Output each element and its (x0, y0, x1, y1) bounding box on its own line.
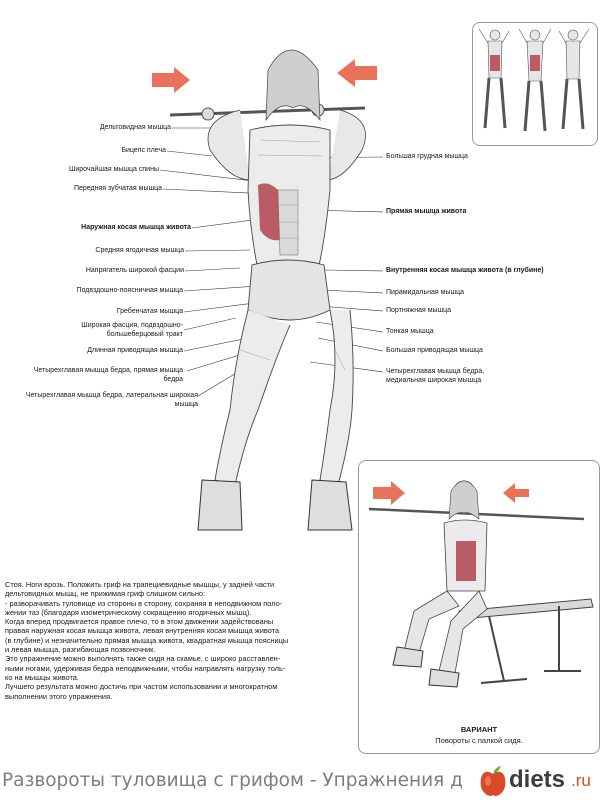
page-title: Развороты туловища с грифом - Упражнения д (2, 770, 463, 791)
description-line: Это упражнение можно выполнять также сидя на скамье, с широко расставлен- (5, 654, 281, 664)
label-serratus: Передняя зубчатая мышца (73, 185, 162, 192)
description-line: и левая мышца, разгибающая позвоночник. (5, 645, 156, 655)
description-line: Лучшего результата можно достичь при частом использовании и многократном (5, 682, 278, 692)
description-line: ко на мышцы живота. (5, 672, 79, 682)
description-line: Стоя. Ноги врозь. Положить гриф на трапециевидные мышцы, у задней части (5, 580, 275, 589)
description-line: выполнении этого упражнения. (5, 691, 113, 701)
variant-subtitle: Повороты с палкой сидя. (435, 736, 523, 745)
description-line: дельтовидных мышц, не прижимая гриф слишком сильно: (5, 589, 206, 599)
description-line: правая наружная косая мышца живота, левая внутренняя косая мышца живота (5, 626, 280, 636)
site-logo[interactable] (478, 762, 602, 800)
three-figures-illustration (473, 23, 597, 145)
logo-domain: diets (509, 766, 566, 793)
label-fascia-lata: Широкая фасция, подвздошно- (81, 322, 183, 329)
label-vastus-medialis: Четырехглавая мышца бедра, (386, 368, 485, 375)
description-line: (в глубине) и незначительно прямая мышца живота, квадратная мышца поясницы (5, 635, 289, 645)
label-rectus-abdominis: Прямая мышца живота (386, 208, 467, 215)
label-iliopsoas: Подвздошно-поясничная мышца (76, 287, 183, 294)
variant-panel (358, 460, 600, 754)
apple-icon (478, 764, 508, 798)
description-line: ными ногами, удерживая бедра неподвижными, чтобы направлять нагрузку толь- (5, 663, 286, 673)
muscle-inset-panel (472, 22, 598, 146)
label-adductor-longus: Длинная приводящая мышца (87, 347, 183, 354)
description-line: жении таз (благодаря изометрическому сокращению ягодичных мышц). (5, 607, 252, 617)
label-sartorius: Портняжная мышца (386, 307, 452, 314)
label-adductor-magnus: Большая приводящая мышца (386, 347, 483, 354)
label-pectoralis-major: Большая грудная мышца (386, 153, 468, 160)
variant-title: ВАРИАНТ (460, 725, 498, 734)
label-latissimus: Широчайшая мышца спины (68, 166, 159, 173)
label-gracilis: Тонкая мышца (386, 328, 434, 335)
label-deltoid: Дельтовидная мышца (99, 124, 171, 131)
arrow-left-icon (335, 57, 379, 89)
arrow-right-icon (150, 65, 192, 95)
label-vastus-lateralis-cont: мышца (174, 401, 198, 408)
label-pyramidalis: Пирамидальная мышца (386, 289, 465, 296)
label-vastus-medialis-cont: медиальная широкая мышца (386, 377, 482, 384)
description-line: Когда вперед продвигается правое плечо, то в этом движении задействованы (5, 617, 274, 627)
label-external-oblique: Наружная косая мышца живота (81, 224, 191, 231)
label-pectineus: Гребенчатая мышца (116, 308, 183, 315)
label-internal-oblique: Внутренняя косая мышца живота (в глубине) (386, 267, 544, 274)
label-tensor-fasciae: Напрягатель широкой фасции (85, 267, 184, 274)
label-rectus-femoris: Четырехглавая мышца бедра, прямая мышца (33, 367, 183, 374)
logo-tld: .ru (571, 771, 591, 790)
exercise-description (5, 580, 357, 701)
label-biceps: Бицепс плеча (121, 147, 166, 154)
label-iliotibial-tract: большеберцовый тракт (106, 331, 183, 338)
label-gluteus-medius: Средняя ягодичная мышца (95, 247, 184, 254)
label-vastus-lateralis: Четырехглавая мышца бедра, латеральная широкая (25, 392, 198, 399)
label-rectus-femoris-cont: бедра (163, 376, 183, 383)
description-line: - разворачивать туловище из стороны в сторону, сохраняя в неподвижном поло- (5, 598, 283, 608)
seated-figure-illustration (359, 461, 599, 711)
